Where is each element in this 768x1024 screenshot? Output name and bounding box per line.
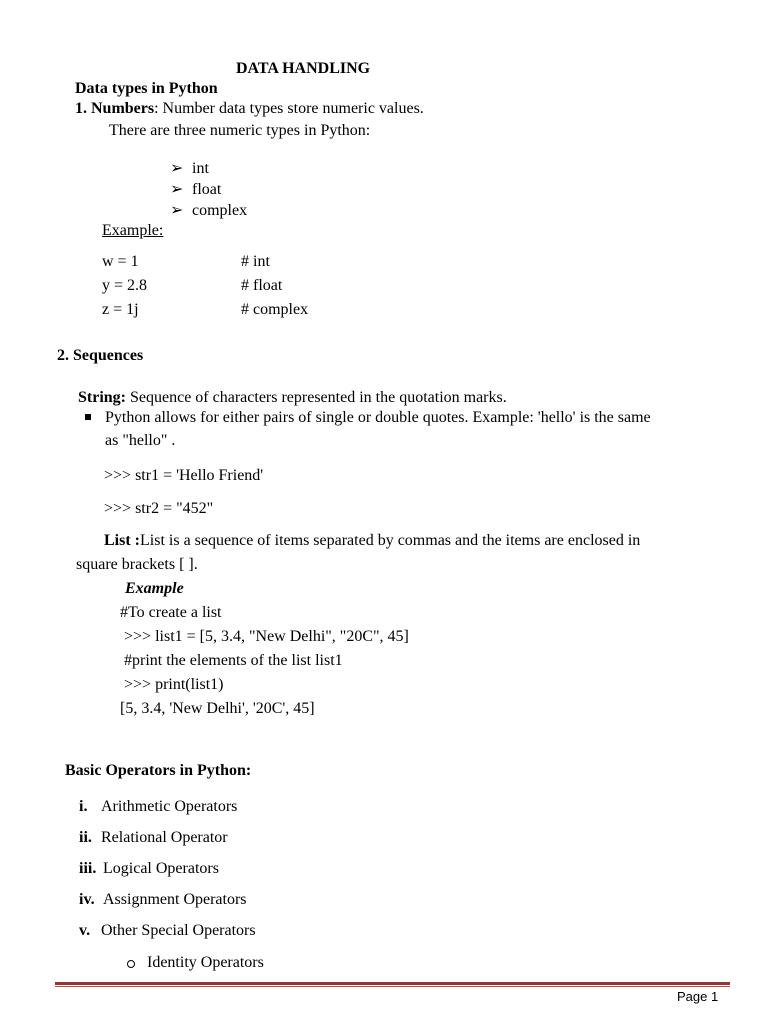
list-item (170, 181, 221, 199)
example-heading: Example (125, 580, 184, 597)
example-label: Example: (102, 222, 164, 239)
list-desc-cont: square brackets [ ]. (76, 556, 198, 573)
footer-divider-thin (55, 986, 730, 987)
sub-operator-label: Identity Operators (147, 954, 264, 971)
code-line: #To create a list (120, 604, 222, 621)
circle-bullet-icon (127, 960, 135, 968)
example-comment: # float (241, 277, 283, 294)
operator-num: i. (79, 798, 88, 815)
numeric-type: float (192, 181, 222, 198)
operator-num: v. (79, 922, 91, 939)
numbers-intro: There are three numeric types in Python: (109, 122, 371, 139)
list-item (170, 202, 247, 220)
operator-label: Relational Operator (101, 829, 228, 846)
sequences-heading: 2. Sequences (57, 347, 144, 364)
example-code: w = 1 (102, 253, 139, 270)
code-output: [5, 3.4, 'New Delhi', '20C', 45] (120, 700, 315, 717)
numeric-type: int (192, 160, 209, 177)
code-line: #print the elements of the list list1 (124, 652, 343, 669)
operator-num: iii. (79, 860, 97, 877)
code-line: >>> str1 = 'Hello Friend' (104, 467, 264, 484)
list-item (170, 160, 209, 178)
string-desc: Sequence of characters represented in the quotation marks. (126, 389, 507, 406)
page-number: Page 1 (677, 989, 719, 1004)
section-subtitle: Data types in Python (75, 80, 218, 97)
operator-label: Logical Operators (103, 860, 219, 877)
list-line (104, 532, 640, 550)
code-line: >>> str2 = "452" (104, 500, 214, 517)
code-line: >>> print(list1) (124, 676, 224, 693)
operator-num: ii. (79, 829, 92, 846)
operator-num: iv. (79, 891, 95, 908)
arrow-bullet-icon: ➢ (170, 202, 184, 219)
square-bullet-icon (85, 414, 91, 420)
code-line: >>> list1 = [5, 3.4, "New Delhi", "20C", 45] (124, 628, 409, 645)
numbers-label: 1. Numbers (75, 100, 155, 117)
example-code: y = 2.8 (102, 277, 148, 294)
example-comment: # complex (241, 301, 309, 318)
footer-divider (55, 982, 730, 985)
numeric-type: complex (192, 202, 248, 219)
list-label: List : (104, 532, 140, 549)
arrow-bullet-icon: ➢ (170, 160, 184, 177)
arrow-bullet-icon: ➢ (170, 181, 184, 198)
bullet-text-cont: as "hello" . (105, 432, 176, 449)
operator-label: Arithmetic Operators (101, 798, 238, 815)
bullet-text: Python allows for either pairs of single or double quotes. Example: 'hello' is the same (105, 409, 651, 426)
string-label: String: (78, 389, 126, 406)
operator-label: Other Special Operators (101, 922, 256, 939)
page-title: DATA HANDLING (236, 60, 371, 77)
example-comment: # int (241, 253, 270, 270)
operators-heading: Basic Operators in Python: (65, 762, 252, 779)
numbers-line (75, 100, 424, 118)
numbers-desc: : Number data types store numeric values. (154, 100, 424, 117)
string-line (78, 389, 507, 407)
example-code: z = 1j (102, 301, 139, 318)
list-desc: List is a sequence of items separated by commas and the items are enclosed in (140, 532, 641, 549)
operator-label: Assignment Operators (103, 891, 247, 908)
